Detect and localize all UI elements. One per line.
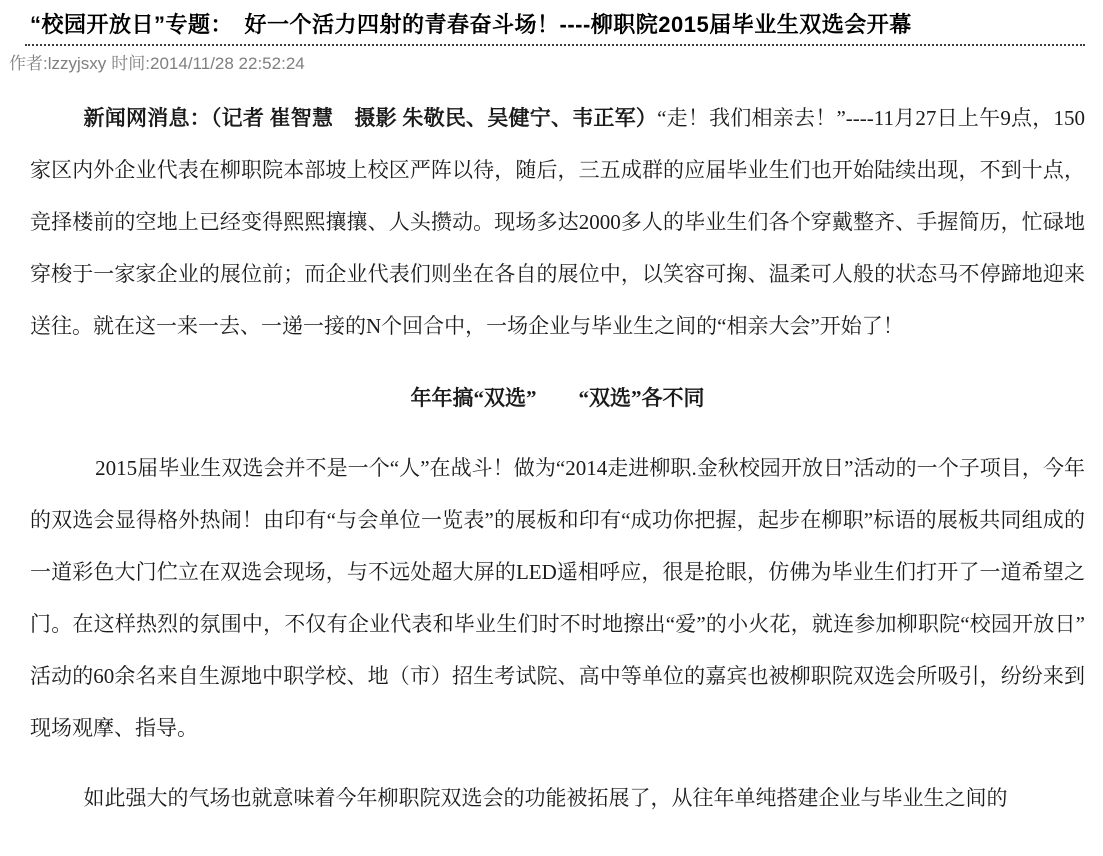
paragraph-expanded-function: 如此强大的气场也就意味着今年柳职院双选会的功能被拓展了，从往年单纯搭建企业与毕业生之间的 bbox=[83, 786, 1008, 810]
publish-time-label: 时间:2014/11/28 22:52:24 bbox=[111, 54, 305, 73]
author-label: 作者:lzzyjsxy bbox=[9, 54, 107, 73]
article-title: “校园开放日”专题： 好一个活力四射的青春奋斗场！----柳职院2015届毕业生双选会开幕 bbox=[30, 12, 912, 37]
title-separator bbox=[25, 44, 1085, 46]
article-body bbox=[0, 92, 1103, 824]
article-meta bbox=[9, 53, 1085, 74]
paragraph-news-intro bbox=[30, 92, 1085, 352]
news-lead: 新闻网消息：（记者 崔智慧 摄影 朱敬民、吴健宁、韦正军） bbox=[83, 106, 658, 130]
paragraph-job-fair: 2015届毕业生双选会并不是一个“人”在战斗！做为“2014走进柳职.金秋校园开放日”活动的一个子项目，今年的双选会显得格外热闹！由印有“与会单位一览表”的展板和印有“成功你把握，起步在柳职”标语的展板共同组成的一道彩色大门伫立在双选会现场，与不远处超大屏的LED遥相呼应，很是抢眼，仿佛为毕业生们打开了一道希望之门。在这样热烈的氛围中，不仅有企业代表和毕业生们时不时地擦出“爱”的小火花，就连参加柳职院“校园开放日”活动的60余名来自生源地中职学校、地（市）招生考试院、高中等单位的嘉宾也被柳职院双选会所吸引，纷纷来到现场观摩、指导。 bbox=[30, 456, 1085, 740]
paragraph-news-intro-text: “走！我们相亲去！”----11月27日上午9点，150家区内外企业代表在柳职院本部坡上校区严阵以待，随后，三五成群的应届毕业生们也开始陆续出现，不到十点，竞择楼前的空地上已经变得熙熙攘攘、人头攒动。现场多达2000多人的毕业生们各个穿戴整齐、手握简历，忙碌地穿梭于一家家企业的展位前；而企业代表们则坐在各自的展位中，以笑容可掬、温柔可人般的状态马不停蹄地迎来送往。就在这一来一去、一递一接的N个回合中，一场企业与毕业生之间的“相亲大会”开始了！ bbox=[30, 106, 1085, 338]
section-heading: 年年搞“双选” “双选”各不同 bbox=[410, 386, 705, 410]
